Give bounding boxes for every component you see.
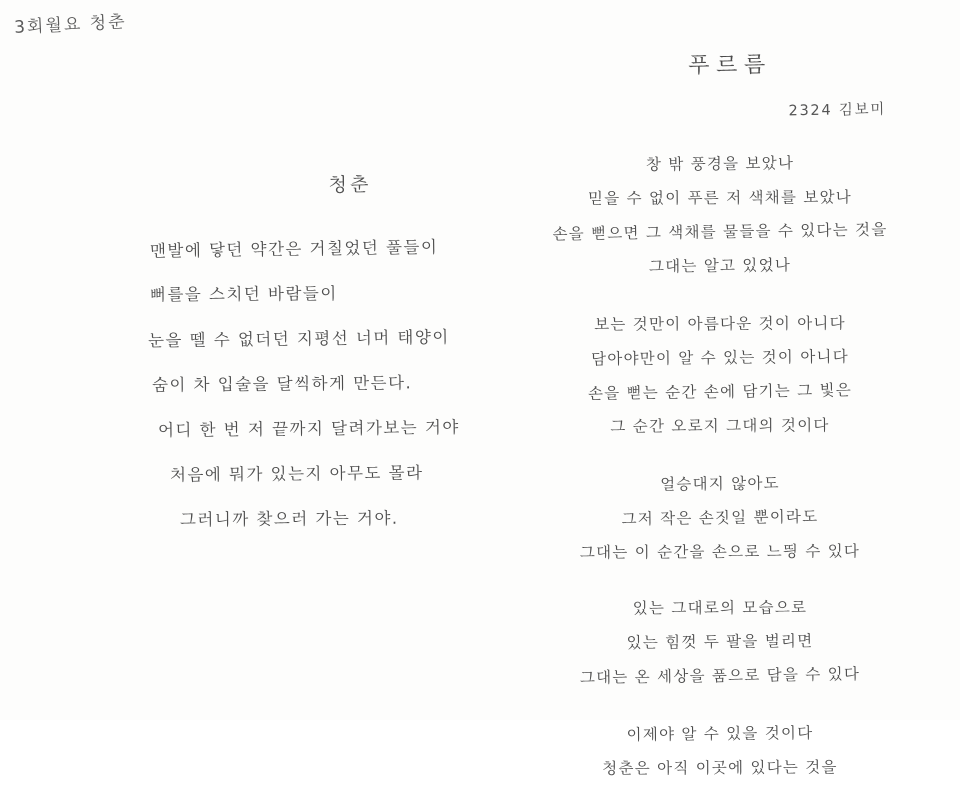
poem-line: 그저 작은 손짓일 뿐이라도	[621, 507, 819, 529]
top-left-note: 3회월요 청춘	[13, 12, 128, 38]
right-poem-author: 2324 김보미	[788, 101, 887, 120]
poem-line: 보는 것만이 아름다운 것이 아니다	[594, 314, 846, 334]
poem-line: 담아야만이 알 수 있는 것이 아니다	[591, 347, 850, 369]
poem-line: 얼승대지 않아도	[660, 474, 780, 494]
poem-line: 손을 뻗으면 그 색채를 물들을 수 있다는 것을	[552, 220, 888, 244]
right-poem	[500, 48, 940, 790]
left-poem	[120, 170, 520, 550]
poem-line: 손을 뻗는 순간 손에 담기는 그 빛은	[587, 381, 853, 403]
stanza	[500, 722, 940, 778]
poem-line: 그대는 알고 있었나	[648, 256, 792, 276]
stanza	[500, 596, 940, 686]
poem-line: 그대는 이 순간을 손으로 느띙 수 있다	[579, 542, 861, 562]
poem-line: 어디 한 번 저 끝까지 달려가보는 거야	[157, 417, 460, 440]
poem-line: 숨이 차 입술을 달씩하게 만든다.	[151, 373, 413, 395]
left-poem-title: 청춘	[328, 173, 372, 197]
poem-line: 있는 그대로의 모습으로	[632, 598, 808, 618]
poem-line: 있는 힘껏 두 팔을 벌리면	[626, 632, 814, 652]
poem-line: 뻐를을 스치던 바람들이	[149, 283, 338, 305]
poem-line: 맨발에 닿던 약간은 거칠었던 풀들이	[149, 237, 439, 261]
right-poem-title: 푸르름	[688, 52, 772, 79]
stanza	[500, 312, 940, 436]
stanza	[500, 152, 940, 276]
poem-line: 믿을 수 없이 푸른 저 색채를 보았나	[587, 188, 853, 208]
stanza	[500, 472, 940, 562]
poem-line: 눈을 뗄 수 없더던 지평선 너머 태양이	[147, 327, 450, 351]
poem-line: 창 밖 풍경을 보았나	[645, 154, 795, 174]
poem-line: 청춘은 아직 이곳에 있다는 것을	[602, 758, 838, 778]
poem-line: 그러니까 찾으러 가는 거야.	[179, 508, 399, 530]
poem-line: 그대는 온 세상을 품으로 담을 수 있다	[579, 665, 861, 687]
left-poem-lines	[120, 235, 520, 529]
poem-line: 이제야 알 수 있을 것이다	[626, 724, 814, 744]
poem-line: 처음에 뭐가 있는지 아무도 몰라	[169, 463, 424, 485]
poem-line: 그 순간 오로지 그대의 것이다	[610, 416, 830, 436]
